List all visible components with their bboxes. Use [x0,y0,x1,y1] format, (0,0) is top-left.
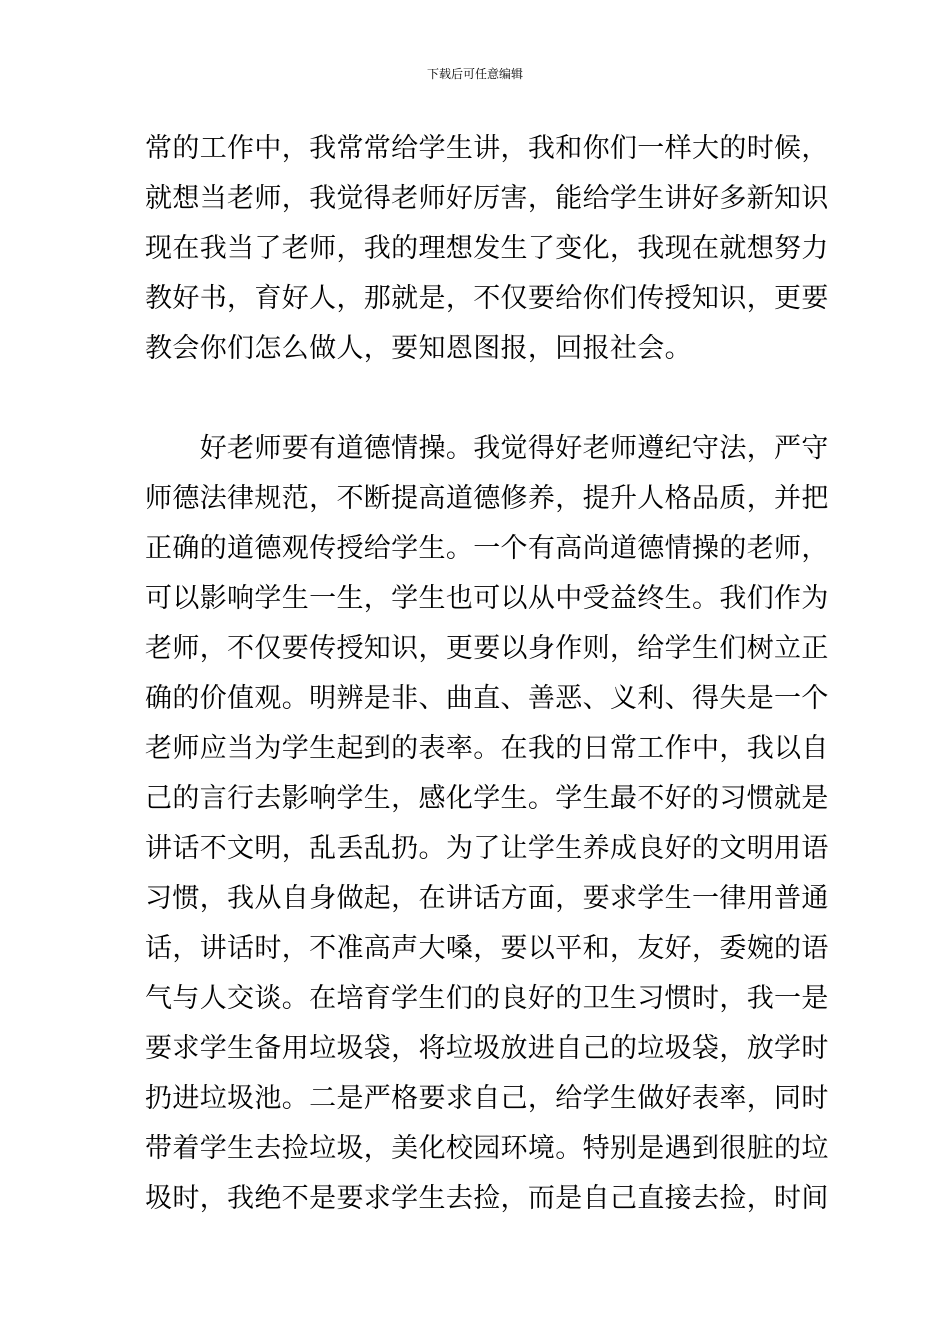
text-line: 就想当老师，我觉得老师好厉害，能给学生讲好多新知识 [145,183,829,214]
page-header-note: 下载后可任意编辑 [426,67,523,81]
text-line: 教好书，育好人，那就是，不仅要给你们传授知识，更要 [145,283,829,314]
paragraph-1 [145,124,829,374]
text-line: 习惯，我从自身做起，在讲话方面，要求学生一律用普通 [145,883,829,914]
text-line: 扔进垃圾池。二是严格要求自己，给学生做好表率，同时 [145,1083,829,1114]
text-line: 要求学生备用垃圾袋，将垃圾放进自己的垃圾袋，放学时 [145,1033,829,1064]
text-line: 正确的道德观传授给学生。一个有高尚道德情操的老师， [145,533,829,564]
text-line: 好老师要有道德情操。我觉得好老师遵纪守法，严守 [145,433,829,464]
text-line: 可以影响学生一生，学生也可以从中受益终生。我们作为 [145,583,829,614]
text-line: 现在我当了老师，我的理想发生了变化，我现在就想努力 [145,233,829,264]
text-line: 讲话不文明，乱丢乱扔。为了让学生养成良好的文明用语 [145,833,829,864]
text-line: 圾时，我绝不是要求学生去捡，而是自己直接去捡，时间 [145,1183,829,1214]
paragraph-2 [145,424,829,1224]
text-line: 确的价值观。明辨是非、曲直、善恶、义利、得失是一个 [145,683,829,714]
text-line: 常的工作中，我常常给学生讲，我和你们一样大的时候， [145,133,829,164]
text-line: 带着学生去捡垃圾，美化校园环境。特别是遇到很脏的垃 [145,1133,829,1164]
text-line: 话，讲话时，不准高声大嗓，要以平和，友好，委婉的语 [145,933,829,964]
text-line: 师德法律规范，不断提高道德修养，提升人格品质，并把 [145,483,829,514]
text-line: 老师，不仅要传授知识，更要以身作则，给学生们树立正 [145,633,829,664]
text-line: 教会你们怎么做人，要知恩图报，回报社会。 [145,333,692,364]
text-line: 老师应当为学生起到的表率。在我的日常工作中，我以自 [145,733,829,764]
text-line: 气与人交谈。在培育学生们的良好的卫生习惯时，我一是 [145,983,829,1014]
text-line: 己的言行去影响学生，感化学生。学生最不好的习惯就是 [145,783,829,814]
